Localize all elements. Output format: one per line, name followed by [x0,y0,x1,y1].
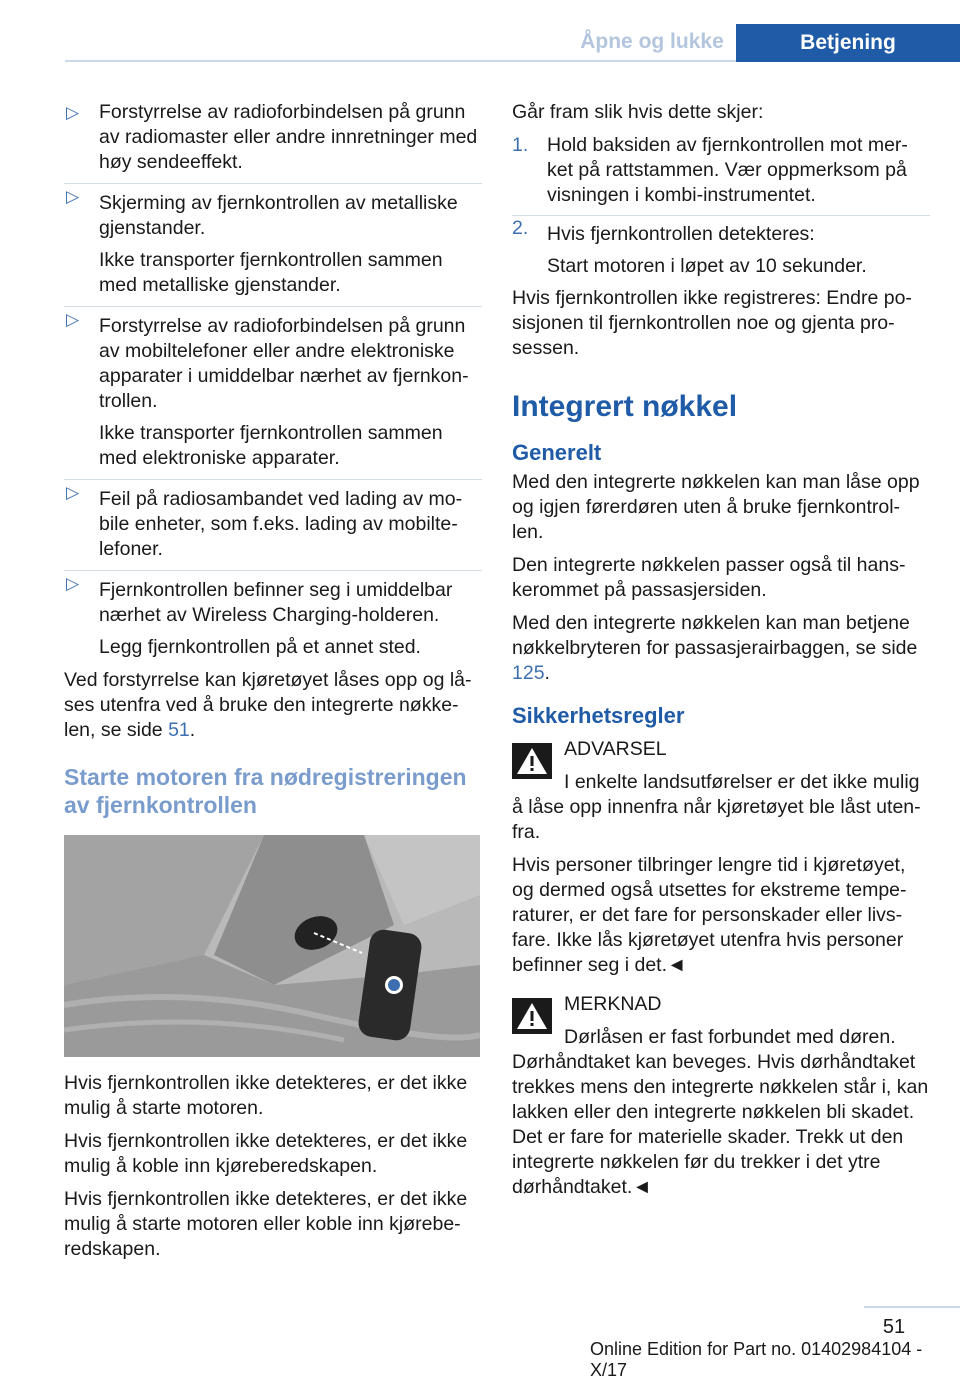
footer-rule [864,1306,960,1308]
triangle-bullet-icon: ▷ [66,187,80,206]
list-item-text: Feil på radiosambandet ved lading av mo‐bile enheter, som f.eks. lading av mobilte‐lefoner. [99,488,463,560]
triangle-bullet-icon: ▷ [66,310,80,329]
paragraph: Med den integrerte nøkkelen kan man låse opp og igjen førerdøren uten å bruke fjernkontrol‐len. [512,471,920,543]
page-link[interactable]: 51 [168,719,190,741]
paragraph-airbag: Med den integrerte nøkkelen kan man betjene nøkkelbryteren for passasjerairbaggen, se side 125. [512,612,918,684]
steps-intro: Går fram slik hvis dette skjer: [512,101,764,123]
paragraph: Den integrerte nøkkelen passer også til hans‐kerommet på passasjersiden. [512,554,906,601]
section-tab-operation[interactable]: Betjening [736,24,960,62]
section-heading-integrated-key: Integrert nøkkel [512,390,738,423]
list-item [64,306,482,471]
step-number: 2. [512,217,529,239]
notice-title: MERKNAD [564,993,662,1015]
step-item [512,215,930,279]
warning-icon [512,743,552,779]
paragraph: Hvis fjernkontrollen ikke detekteres, er det ikke mulig å starte motoren eller koble inn kjørebe‐redskapen. [64,1188,468,1260]
step-item [512,133,930,208]
section-heading-emergency-start: Starte motoren fra nødregistreringen av fjernkontrollen [64,764,467,818]
section-tab-open-close[interactable]: Åpne og lukke [580,30,724,53]
notice-text-body: Dørlåsen er fast forbundet med døren. Dørhåndtaket kan beveges. Hvis dørhåndtaket trekkes mens den integrerte nøkkelen står i, kan lakken eller den integrerte nøkkelen bli skadet. Det er fare for materielle skader. Trekk ut den integrerte nøkkelen før du trekker i det ytre dørhåndtaket.◄ [512,1026,929,1198]
step-text: Hold baksiden av fjernkontrollen mot mer‐ket på rattstammen. Vær oppmerksom på visningen i kombi-instrumentet. [547,134,908,206]
left-column [64,100,482,1270]
paragraph: Hvis fjernkontrollen ikke registreres: Endre po‐sisjonen til fjernkontrollen noe og gjenta pro‐sessen. [512,287,912,359]
right-column [512,100,930,1208]
edition-footer: Online Edition for Part no. 01402984104 - X/17 [590,1339,923,1380]
paragraph-text: Med den integrerte nøkkelen kan man betjene nøkkelbryteren for passasjerairbaggen, se side [512,612,918,659]
warning-text [512,770,930,845]
steering-column-key-photo [64,835,480,1057]
paragraph: Hvis fjernkontrollen ikke detekteres, er det ikke mulig å koble inn kjøreberedskapen. [64,1130,468,1177]
list-item-text: Skjerming av fjernkontrollen av metalliske gjenstander. [99,192,458,239]
warning-text-continued: Hvis personer tilbringer lengre tid i kjøretøyet, og dermed også utsettes for ekstreme tempe‐raturer, er det fare for personskader eller livs‐fare. Ikke lås kjøretøyet utenfra hvis personer befinner seg i det.◄ [512,854,907,976]
step-note: Start motoren i løpet av 10 sekunder. [547,255,867,277]
list-item-note: Ikke transporter fjernkontrollen sammen med elektroniske apparater. [99,422,443,469]
warning-title: ADVARSEL [564,738,667,760]
subheading-general: Generelt [512,440,602,465]
notice-text [512,1025,930,1200]
list-item-note: Ikke transporter fjernkontrollen sammen med metalliske gjenstander. [99,249,443,296]
list-item [64,479,482,562]
paragraph-interference: Ved forstyrrelse kan kjøretøyet låses opp og lå‐ses utenfra ved å bruke den integrerte nøkke‐len, se side 51. [64,669,472,741]
list-item-text: Forstyrrelse av radioforbindelsen på grunn av radiomaster eller andre innretninger med høy sendeeffekt. [99,101,478,173]
list-item [64,100,482,175]
triangle-bullet-icon: ▷ [66,483,80,502]
list-item-text: Forstyrrelse av radioforbindelsen på grunn av mobiltelefoner eller andre elektroniske apparater i umiddelbar nærhet av fjernkon‐trollen. [99,315,469,412]
list-item-text: Fjernkontrollen befinner seg i umiddelbar nærhet av Wireless Charging-holderen. [99,579,453,626]
notice-block [512,992,930,1017]
subheading-safety: Sikkerhetsregler [512,703,685,728]
step-number: 1. [512,134,529,156]
triangle-bullet-icon: ▷ [66,103,80,122]
paragraph-text: Ved forstyrrelse kan kjøretøyet låses opp og lå‐ses utenfra ved å bruke den integrerte nøkke‐len, se side [64,669,472,741]
page-link[interactable]: 125 [512,662,545,684]
warning-icon [512,998,552,1034]
list-item [64,183,482,298]
list-item-note: Legg fjernkontrollen på et annet sted. [99,636,421,658]
warning-block [512,737,930,762]
triangle-bullet-icon: ▷ [66,574,80,593]
page-number: 51 [882,1316,906,1338]
warning-text-body: I enkelte landsutførelser er det ikke mulig å låse opp innenfra når kjøretøyet ble låst uten‐fra. [512,771,921,843]
list-item [64,570,482,660]
step-text: Hvis fjernkontrollen detekteres: [547,223,815,245]
paragraph: Hvis fjernkontrollen ikke detekteres, er det ikke mulig å starte motoren. [64,1072,468,1119]
